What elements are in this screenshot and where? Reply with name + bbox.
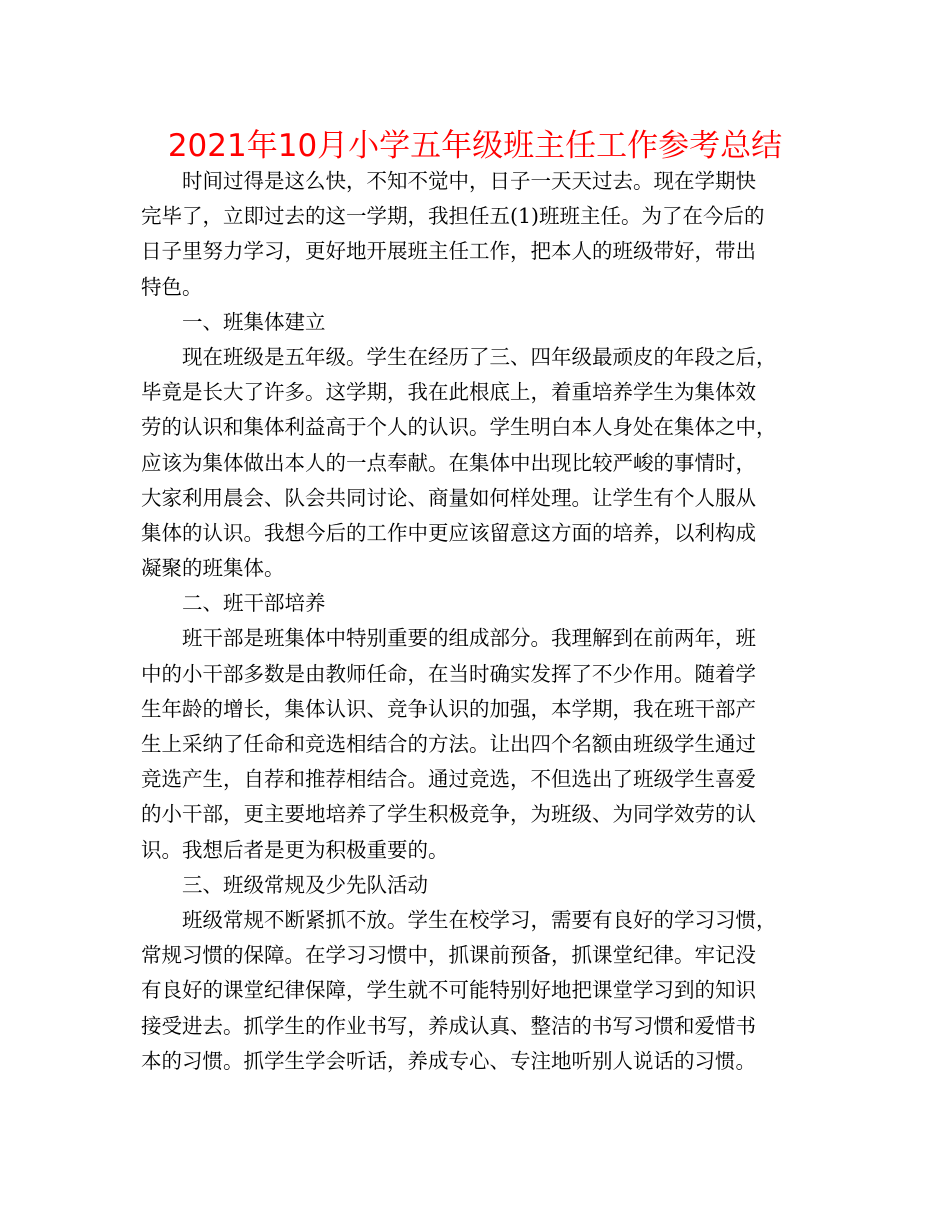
text-line: 本的习惯。抓学生学会听话，养成专心、专注地听别人说话的习惯。	[141, 1048, 756, 1073]
document-body	[141, 164, 811, 1079]
document-title: 2021年10月小学五年级班主任工作参考总结	[167, 128, 783, 164]
text-line: 班干部是班集体中特别重要的组成部分。我理解到在前两年，班	[182, 626, 756, 651]
text-line: 的小干部，更主要地培养了学生积极竞争，为班级、为同学效劳的认	[141, 802, 756, 827]
text-line: 中的小干部多数是由教师任命，在当时确实发挥了不少作用。随着学	[141, 661, 756, 686]
text-line: 完毕了，立即过去的这一学期，我担任五(1)班班主任。为了在今后的	[141, 204, 765, 229]
text-line: 生年龄的增长，集体认识、竞争认识的加强，本学期，我在班干部产	[141, 696, 756, 721]
text-line: 时间过得是这么快，不知不觉中，日子一天天过去。现在学期快	[182, 169, 756, 193]
text-line: 接受进去。抓学生的作业书写，养成认真、整洁的书写习惯和爱惜书	[141, 1013, 756, 1038]
text-line: 一、班集体建立	[182, 309, 326, 334]
text-line: 识。我想后者是更为积极重要的。	[141, 837, 449, 862]
text-line: 大家利用晨会、队会共同讨论、商量如何样处理。让学生有个人服从	[141, 485, 756, 510]
text-line: 二、班干部培养	[182, 591, 326, 616]
text-line: 竞选产生，自荐和推荐相结合。通过竞选，不但选出了班级学生喜爱	[141, 767, 756, 792]
text-line: 特色。	[141, 274, 203, 299]
text-line: 常规习惯的保障。在学习习惯中，抓课前预备，抓课堂纪律。牢记没	[141, 943, 756, 968]
text-line: 日子里努力学习，更好地开展班主任工作，把本人的班级带好，带出	[141, 239, 756, 264]
text-line: 有良好的课堂纪律保障，学生就不可能特别好地把课堂学习到的知识	[141, 978, 756, 1003]
text-line: 生上采纳了任命和竞选相结合的方法。让出四个名额由班级学生通过	[141, 732, 756, 756]
text-line: 凝聚的班集体。	[141, 556, 285, 581]
text-line: 劳的认识和集体利益高于个人的认识。学生明白本人身处在集体之中，	[141, 415, 777, 440]
text-line: 毕竟是长大了许多。这学期，我在此根底上，着重培养学生为集体效	[141, 380, 756, 405]
text-line: 三、班级常规及少先队活动	[182, 872, 428, 897]
text-line: 集体的认识。我想今后的工作中更应该留意这方面的培养，以利构成	[141, 520, 756, 545]
text-line: 应该为集体做出本人的一点奉献。在集体中出现比较严峻的事情时，	[141, 450, 756, 475]
text-line: 班级常规不断紧抓不放。学生在校学习，需要有良好的学习习惯，	[182, 907, 777, 932]
text-line: 现在班级是五年级。学生在经历了三、四年级最顽皮的年段之后，	[182, 344, 777, 369]
